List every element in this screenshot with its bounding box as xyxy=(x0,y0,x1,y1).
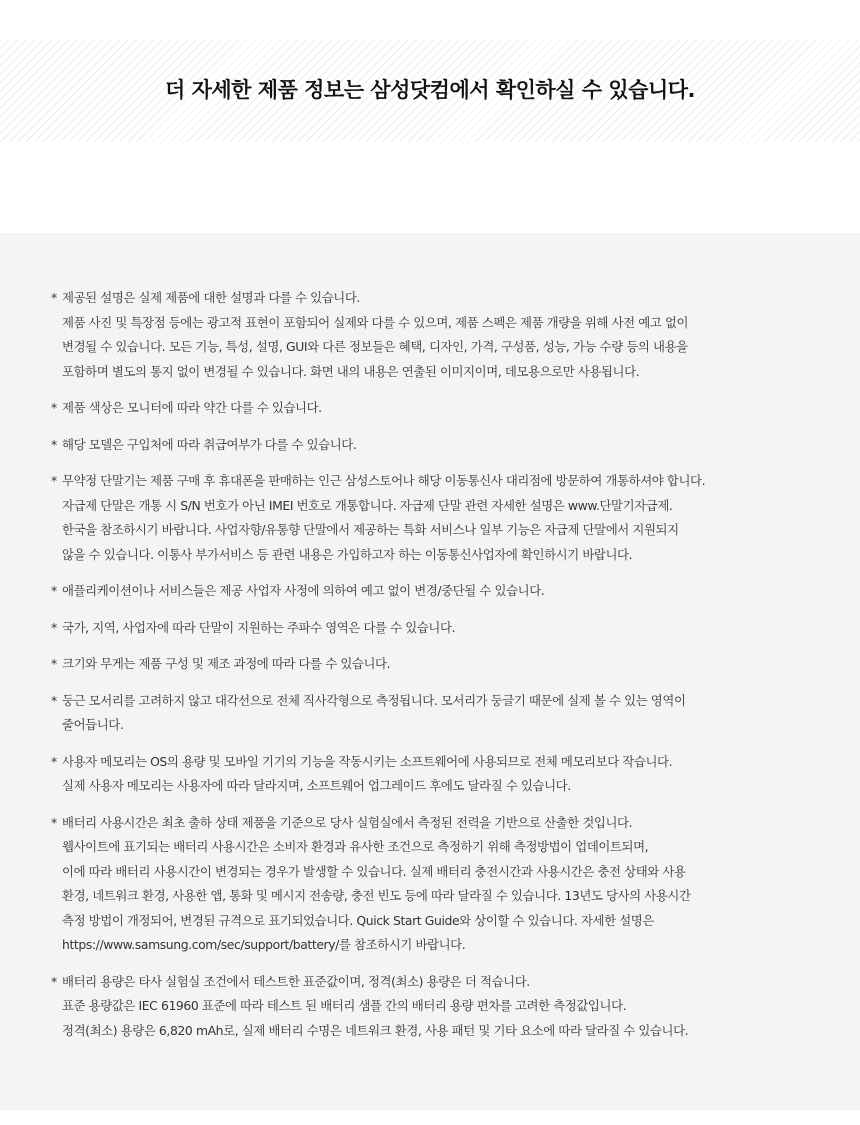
disclaimer-text-line: 무약정 단말기는 제품 구매 후 휴대폰을 판매하는 인근 삼성스토어나 해당 이동통신사 대리점에 방문하여 개통하셔야 합니다. xyxy=(62,473,706,488)
disclaimer-text-line: 표준 용량값은 IEC 61960 표준에 따라 테스트 된 배터리 샘플 간의 배터리 용량 편차를 고려한 측정값입니다. xyxy=(62,998,627,1013)
info-banner xyxy=(0,40,860,142)
asterisk-marker: * xyxy=(51,753,57,769)
disclaimer-text-line: 않을 수 있습니다. 이통사 부가서비스 등 관련 내용은 가입하고자 하는 이동통신사업자에 확인하시기 바랍니다. xyxy=(62,546,633,562)
disclaimer-item xyxy=(51,579,821,604)
disclaimer-text-line: 이에 따라 배터리 사용시간이 변경되는 경우가 발생할 수 있습니다. 실제 배터리 충전시간과 사용시간은 충전 상태와 사용 xyxy=(62,863,686,879)
disclaimer-text-line: 한국을 참조하시기 바랍니다. 사업자향/유통향 단말에서 제공하는 특화 서비스나 일부 기능은 자급제 단말에서 지원되지 xyxy=(62,522,679,537)
disclaimer-item xyxy=(51,652,821,677)
disclaimer-text-line: 제품 색상은 모니터에 따라 약간 다를 수 있습니다. xyxy=(62,400,322,415)
asterisk-marker: * xyxy=(51,400,57,415)
disclaimer-text-line: 제공된 설명은 실제 제품에 대한 설명과 다를 수 있습니다. xyxy=(62,290,360,305)
asterisk-marker: * xyxy=(51,656,57,671)
disclaimer-section xyxy=(0,233,860,1110)
disclaimer-item xyxy=(51,286,821,384)
disclaimer-text-line: 변경될 수 있습니다. 모든 기능, 특성, 설명, GUI와 다른 정보들은 혜택, 디자인, 가격, 구성품, 성능, 가능 수량 등의 내용을 xyxy=(62,339,688,354)
disclaimer-text-line: 사용자 메모리는 OS의 용량 및 모바일 기기의 기능을 작동시키는 소프트웨어에 사용되므로 전체 메모리보다 작습니다. xyxy=(62,753,673,769)
disclaimer-text-line: 배터리 용량은 타사 실험실 조건에서 테스트한 표준값이며, 정격(최소) 용량은 더 적습니다. xyxy=(62,973,530,989)
disclaimer-text-line: 둥근 모서리를 고려하지 않고 대각선으로 전체 직사각형으로 측정됩니다. 모서리가 둥글기 때문에 실제 볼 수 있는 영역이 xyxy=(62,692,686,708)
disclaimer-item xyxy=(51,811,821,958)
disclaimer-item xyxy=(51,750,821,799)
disclaimer-item xyxy=(51,433,821,458)
banner-title: 더 자세한 제품 정보는 삼성닷컴에서 확인하실 수 있습니다. xyxy=(164,78,696,102)
disclaimer-text-line: 환경, 네트워크 환경, 사용한 앱, 통화 및 메시지 전송량, 충전 빈도 등에 따라 달라질 수 있습니다. 13년도 당사의 사용시간 xyxy=(62,888,691,903)
disclaimer-text-line: 제품 사진 및 특장점 등에는 광고적 표현이 포함되어 실제와 다를 수 있으며, 제품 스펙은 제품 개량을 위해 사전 예고 없이 xyxy=(62,314,689,330)
disclaimer-text-line: 측정 방법이 개정되어, 변경된 규격으로 표기되었습니다. Quick Start Guide와 상이할 수 있습니다. 자세한 설명은 xyxy=(62,912,654,928)
disclaimer-text-line: 자급제 단말은 개통 시 S/N 번호가 아닌 IMEI 번호로 개통합니다. 자급제 단말 관련 자세한 설명은 www.단말기자급제. xyxy=(62,497,673,513)
disclaimer-text-line: 배터리 사용시간은 최초 출하 상태 제품을 기준으로 당사 실험실에서 측정된 전력을 기반으로 산출한 것입니다. xyxy=(62,814,633,830)
asterisk-marker: * xyxy=(51,290,57,305)
disclaimer-text-line: 애플리케이션이나 서비스들은 제공 사업자 사정에 의하여 예고 없이 변경/중단될 수 있습니다. xyxy=(62,583,545,598)
disclaimer-item xyxy=(51,469,821,567)
disclaimer-item xyxy=(51,616,821,641)
disclaimer-item xyxy=(51,970,821,1044)
disclaimer-text-line: 해당 모델은 구입처에 따라 취급여부가 다를 수 있습니다. xyxy=(62,436,357,452)
disclaimer-item xyxy=(51,689,821,738)
asterisk-marker: * xyxy=(51,583,57,598)
disclaimer-text-line: https://www.samsung.com/sec/support/battery/를 참조하시기 바랍니다. xyxy=(62,937,466,952)
disclaimer-text-line: 웹사이트에 표기되는 배터리 사용시간은 소비자 환경과 유사한 조건으로 측정하기 위해 측정방법이 업데이트되며, xyxy=(62,839,649,854)
disclaimer-text-line: 정격(최소) 용량은 6,820 mAh로, 실제 배터리 수명은 네트워크 환경, 사용 패턴 및 기타 요소에 따라 달라질 수 있습니다. xyxy=(62,1022,689,1038)
asterisk-marker: * xyxy=(51,814,57,830)
asterisk-marker: * xyxy=(51,473,57,488)
disclaimer-text-line: 포함하며 별도의 통지 없이 변경될 수 있습니다. 화면 내의 내용은 연출된 이미지이며, 데모용으로만 사용됩니다. xyxy=(62,363,640,379)
disclaimer-text-line: 국가, 지역, 사업자에 따라 단말이 지원하는 주파수 영역은 다를 수 있습니다. xyxy=(62,619,456,635)
disclaimer-list xyxy=(51,286,821,1055)
disclaimer-text-line: 크기와 무게는 제품 구성 및 제조 과정에 따라 다를 수 있습니다. xyxy=(62,656,391,671)
disclaimer-item xyxy=(51,396,821,421)
asterisk-marker: * xyxy=(51,436,57,452)
asterisk-marker: * xyxy=(51,692,57,708)
asterisk-marker: * xyxy=(51,619,57,635)
disclaimer-text-line: 실제 사용자 메모리는 사용자에 따라 달라지며, 소프트웨어 업그레이드 후에도 달라질 수 있습니다. xyxy=(62,778,571,793)
disclaimer-text-line: 줄어듭니다. xyxy=(62,717,124,732)
asterisk-marker: * xyxy=(51,973,57,989)
